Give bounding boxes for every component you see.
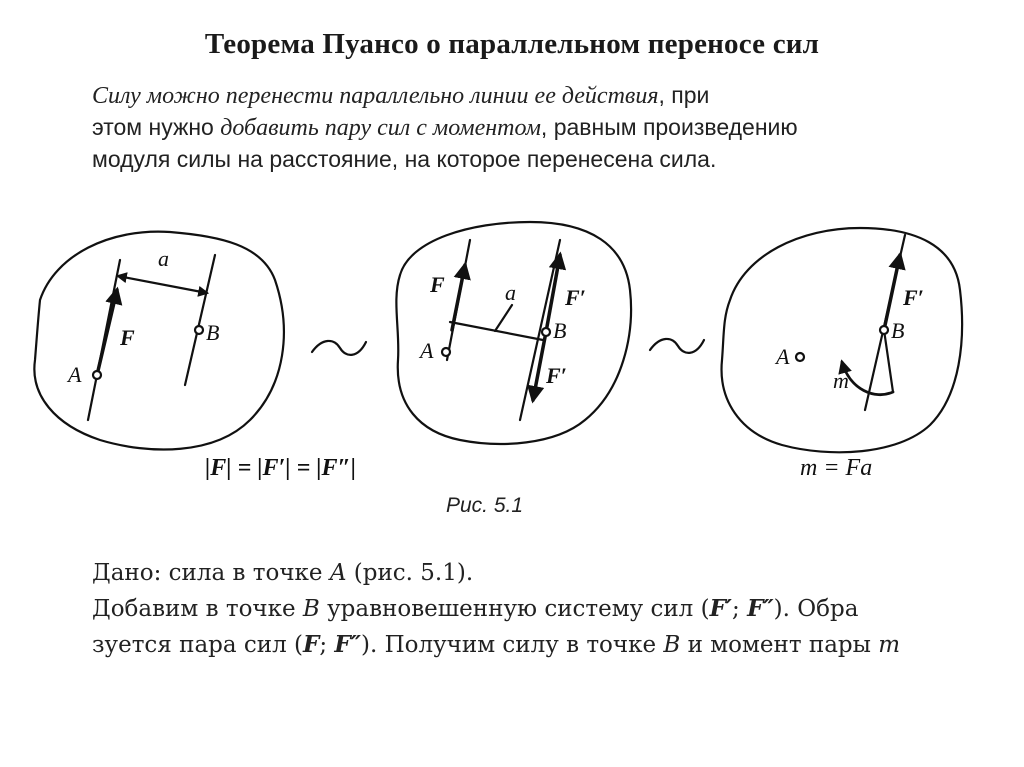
given-text-3b: ). Получим силу в точке: [361, 632, 664, 658]
given-text-2c: ). Обра: [773, 596, 859, 622]
figure-caption: Рис. 5.1: [446, 494, 524, 517]
statement-text-2b: , равным произведению: [540, 114, 798, 140]
given-text-2b: уравновешенную систему сил (: [319, 596, 710, 622]
given-var-A: A: [329, 560, 347, 586]
rigid-body-3: [722, 228, 963, 452]
moment-m-arc: [842, 362, 893, 395]
distance-a-line-2: [450, 322, 543, 340]
statement-italic-2: добавить пару сил с моментом: [220, 115, 541, 141]
statement-line-1: [92, 80, 992, 112]
equivalence-tilde-2: [650, 339, 704, 353]
point-A-2: [442, 348, 450, 356]
label-A-3: A: [776, 344, 790, 369]
statement-italic-1: Силу можно перенести параллельно линии ее действия: [92, 83, 659, 109]
label-F-double-prime-2: F′: [546, 363, 567, 388]
point-B-2: [542, 328, 550, 336]
given-line-3: [92, 627, 1012, 663]
given-sep-3: ;: [319, 632, 335, 658]
given-text-2a: Добавим в точке: [92, 596, 303, 622]
point-A-3: [796, 353, 804, 361]
given-text: [92, 555, 1012, 663]
label-A-2: A: [420, 338, 434, 363]
label-m-3: m: [833, 368, 849, 393]
label-a-2: a: [505, 280, 516, 305]
given-line-2: [92, 591, 1012, 627]
statement-text-2a: этом нужно: [92, 114, 221, 140]
force-F-double-prime-down: [533, 332, 546, 400]
statement-line-3: модуля силы на расстояние, на которое перенесена сила.: [92, 146, 717, 172]
figure-5-1: [0, 210, 1024, 530]
given-text-1a: Дано: сила в точке: [92, 560, 330, 586]
equation-F-equal: |F| = |F′| = |F″|: [205, 455, 357, 481]
given-text-3c: и момент пары: [680, 632, 879, 658]
given-line-1: [92, 555, 1012, 591]
equivalence-tilde-1: [312, 341, 366, 355]
statement-line-2: [92, 112, 992, 144]
label-F-prime-2: F′: [565, 285, 586, 310]
given-sep-2: ;: [732, 596, 748, 622]
point-B-3: [880, 326, 888, 334]
label-F-prime-3: F′: [903, 285, 924, 310]
label-A-1: A: [68, 362, 82, 387]
distance-a-arrow: [118, 276, 207, 293]
label-F-2: F: [430, 272, 445, 297]
given-text-1b: (рис. 5.1).: [346, 560, 474, 586]
label-B-1: B: [206, 320, 220, 345]
a-leader-2: [495, 305, 512, 331]
equation-m-Fa: m = Fa: [800, 455, 873, 481]
force-F-arrow-2: [452, 265, 465, 330]
rigid-body-2: [396, 222, 631, 444]
given-F-double-prime-3: F″: [334, 631, 362, 658]
given-var-B-3: B: [663, 632, 681, 658]
statement-text-1: , при: [658, 82, 710, 108]
point-A-1: [93, 371, 101, 379]
page-title: Теорема Пуансо о параллельном переносе сил: [204, 28, 820, 60]
force-F-arrow: [97, 290, 117, 375]
given-var-m: m: [878, 632, 901, 658]
theorem-statement: [92, 80, 992, 175]
label-F-1: F: [120, 325, 135, 350]
given-F-prime: F′: [709, 595, 732, 622]
given-var-B: B: [302, 596, 320, 622]
given-text-3a: зуется пара сил (: [92, 632, 304, 658]
given-F-double-prime: F″: [747, 595, 774, 622]
label-a-1: a: [158, 246, 169, 271]
point-B-1: [195, 326, 203, 334]
given-F: F: [303, 631, 320, 658]
label-B-3: B: [891, 318, 905, 343]
label-B-2: B: [553, 318, 567, 343]
